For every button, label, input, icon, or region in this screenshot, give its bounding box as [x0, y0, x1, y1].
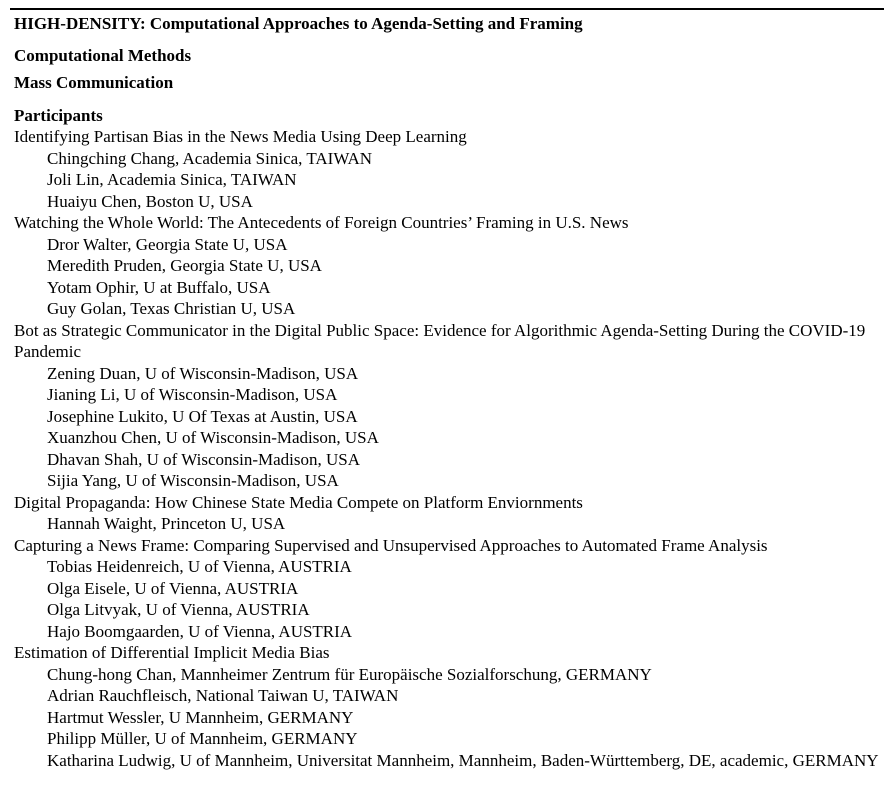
author-line: Olga Litvyak, U of Vienna, AUSTRIA: [47, 600, 310, 619]
paper-entry: [14, 212, 880, 320]
author-line: Joli Lin, Academia Sinica, TAIWAN: [47, 170, 297, 189]
paper-title: Identifying Partisan Bias in the News Media Using Deep Learning: [14, 127, 467, 146]
paper-title: Bot as Strategic Communicator in the Digital Public Space: Evidence for Algorithmic Agenda-Setting During the COVID-19 Pandemic: [14, 320, 866, 361]
author-line: Dror Walter, Georgia State U, USA: [47, 234, 288, 254]
author-line: Adrian Rauchfleisch, National Taiwan U, TAIWAN: [47, 686, 399, 705]
paper-title: Watching the Whole World: The Antecedents of Foreign Countries’ Framing in U.S. News: [14, 213, 629, 232]
author-line: Philipp Müller, U of Mannheim, GERMANY: [47, 729, 358, 748]
paper-entry: [14, 320, 880, 492]
author-line: Chingching Chang, Academia Sinica, TAIWAN: [47, 148, 373, 168]
author-line: Zening Duan, U of Wisconsin-Madison, USA: [47, 363, 359, 383]
author-line: Meredith Pruden, Georgia State U, USA: [47, 256, 322, 275]
author-line: Sijia Yang, U of Wisconsin-Madison, USA: [47, 471, 339, 490]
author-line: Olga Eisele, U of Vienna, AUSTRIA: [47, 578, 299, 598]
author-line: Guy Golan, Texas Christian U, USA: [47, 299, 296, 318]
division-label: Computational Methods: [14, 46, 192, 65]
paper-entry: [14, 126, 880, 212]
author-line: Tobias Heidenreich, U of Vienna, AUSTRIA: [47, 557, 352, 576]
paper-list: [14, 126, 880, 771]
author-line: Chung-hong Chan, Mannheimer Zentrum für Europäische Sozialforschung, GERMANY: [47, 664, 652, 684]
participants-heading: Participants: [14, 106, 103, 125]
author-line: Josephine Lukito, U Of Texas at Austin, USA: [47, 406, 358, 426]
author-line: Katharina Ludwig, U of Mannheim, Universitat Mannheim, Mannheim, Baden-Württemberg, DE, academic, GERMANY: [47, 750, 879, 770]
paper-entry: [14, 642, 880, 771]
session-listing: [14, 13, 880, 771]
author-line: Hartmut Wessler, U Mannheim, GERMANY: [47, 707, 354, 727]
paper-entry: [14, 492, 880, 535]
session-title: HIGH-DENSITY: Computational Approaches to Agenda-Setting and Framing: [14, 14, 583, 33]
paper-title: Capturing a News Frame: Comparing Supervised and Unsupervised Approaches to Automated Frame Analysis: [14, 535, 768, 555]
author-line: Jianing Li, U of Wisconsin-Madison, USA: [47, 385, 338, 404]
author-line: Hajo Boomgaarden, U of Vienna, AUSTRIA: [47, 621, 353, 641]
cosponsor-label: Mass Communication: [14, 73, 174, 92]
paper-title: Estimation of Differential Implicit Media Bias: [14, 643, 330, 662]
author-line: Hannah Waight, Princeton U, USA: [47, 514, 286, 533]
paper-entry: [14, 535, 880, 643]
paper-title: Digital Propaganda: How Chinese State Media Compete on Platform Enviornments: [14, 492, 583, 512]
author-line: Xuanzhou Chen, U of Wisconsin-Madison, USA: [47, 428, 379, 447]
top-rule: [10, 8, 884, 10]
author-line: Dhavan Shah, U of Wisconsin-Madison, USA: [47, 449, 361, 469]
author-line: Huaiyu Chen, Boston U, USA: [47, 191, 253, 211]
author-line: Yotam Ophir, U at Buffalo, USA: [47, 277, 271, 297]
